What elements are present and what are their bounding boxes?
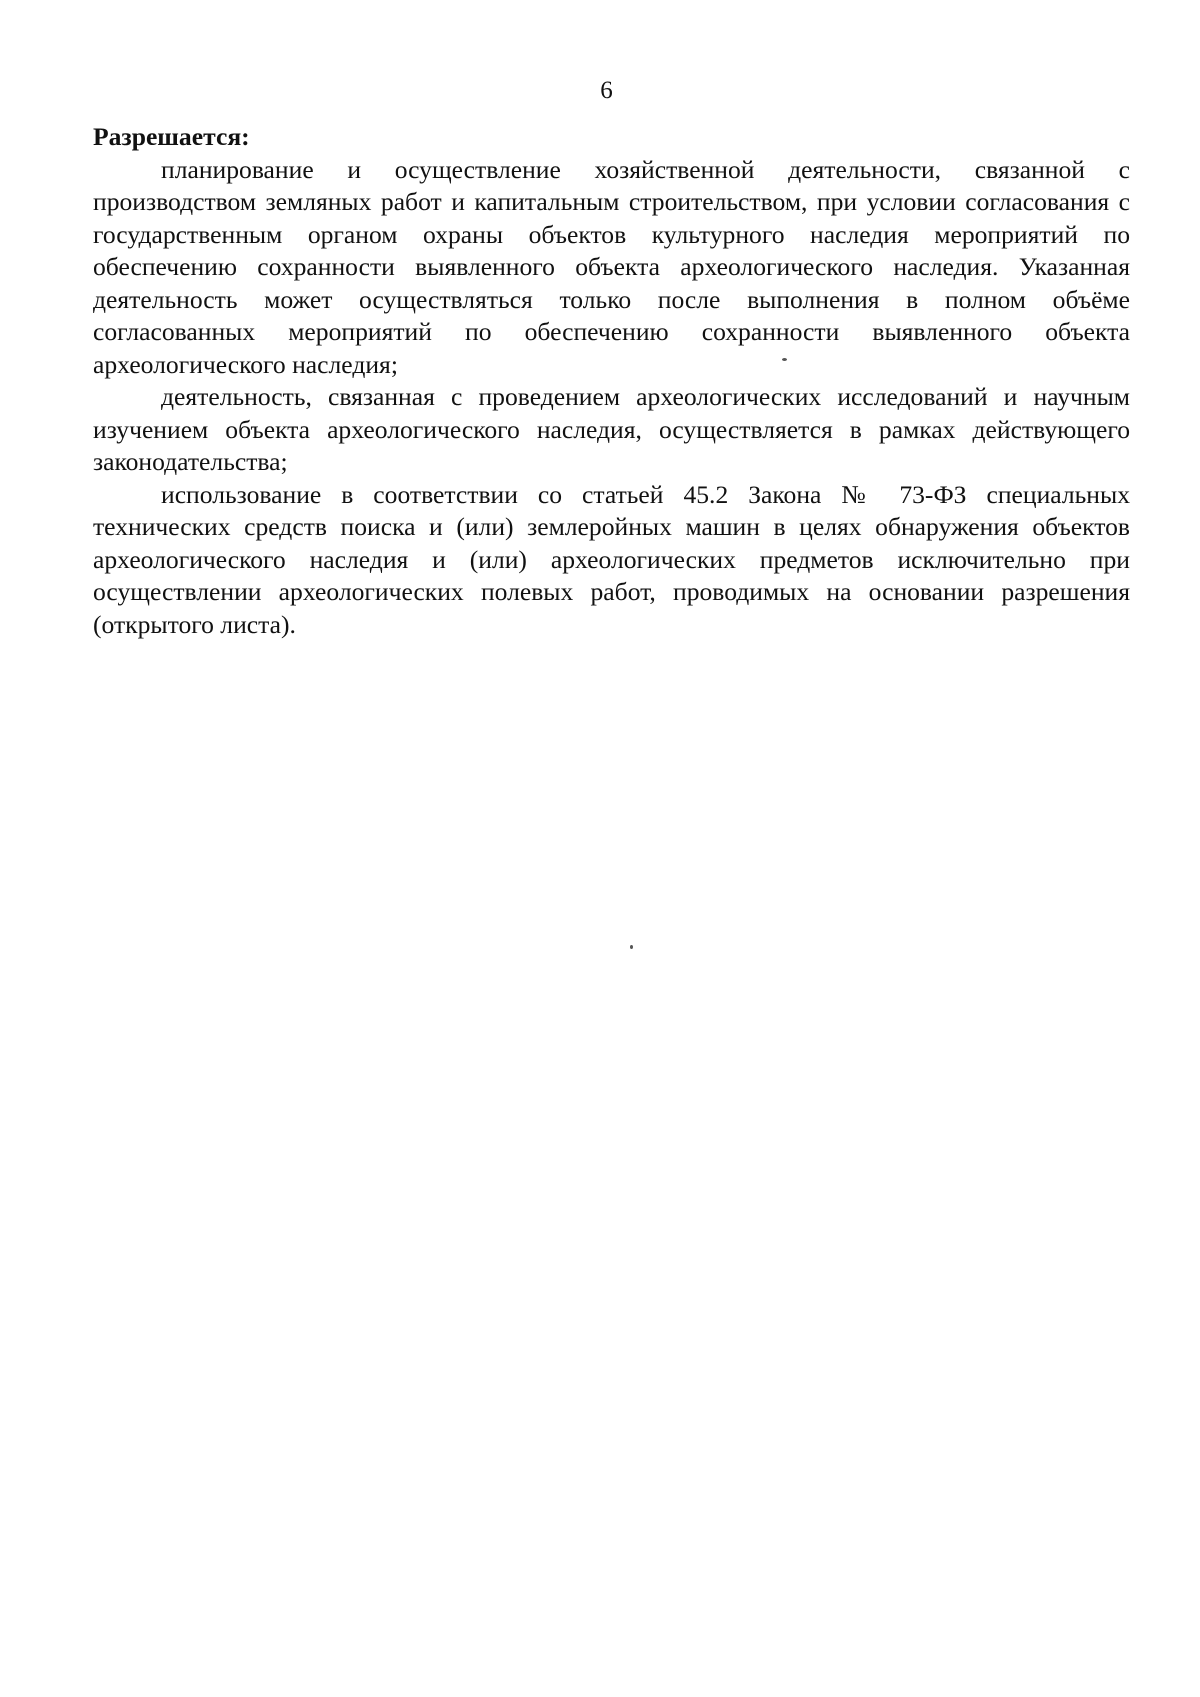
paragraph-allowed-research: деятельность, связанная с проведением археологических исследований и научным изучением объекта археологического наследия, осуществляется в рамках действующего законодательства;: [93, 382, 1130, 476]
document-body: [93, 121, 1130, 641]
section-heading: Разрешается:: [93, 122, 250, 151]
scan-speck: [782, 358, 787, 361]
paragraph-allowed-equipment: использование в соответствии со статьей 45.2 Закона № 73-ФЗ специальных технических средств поиска и (или) землеройных машин в целях обнаружения объектов археологического наследия и (или) археологических предметов исключительно при осуществлении археологических полевых работ, проводимых на основании разрешения (открытого листа).: [93, 479, 1130, 639]
scan-speck: [630, 945, 633, 949]
paragraph-allowed-planning: планирование и осуществление хозяйственной деятельности, связанной с производством земляных работ и капитальным строительством, при условии согласования с государственным органом охраны объектов культурного наследия мероприятий по обеспечению сохранности выявленного объекта археологического наследия. Указанная деятельность может осуществляться только после выполнения в полном объёме согласованных мероприятий по обеспечению сохранности выявленного объекта археологического наследия;: [93, 154, 1130, 379]
page-number: 6: [600, 77, 613, 104]
